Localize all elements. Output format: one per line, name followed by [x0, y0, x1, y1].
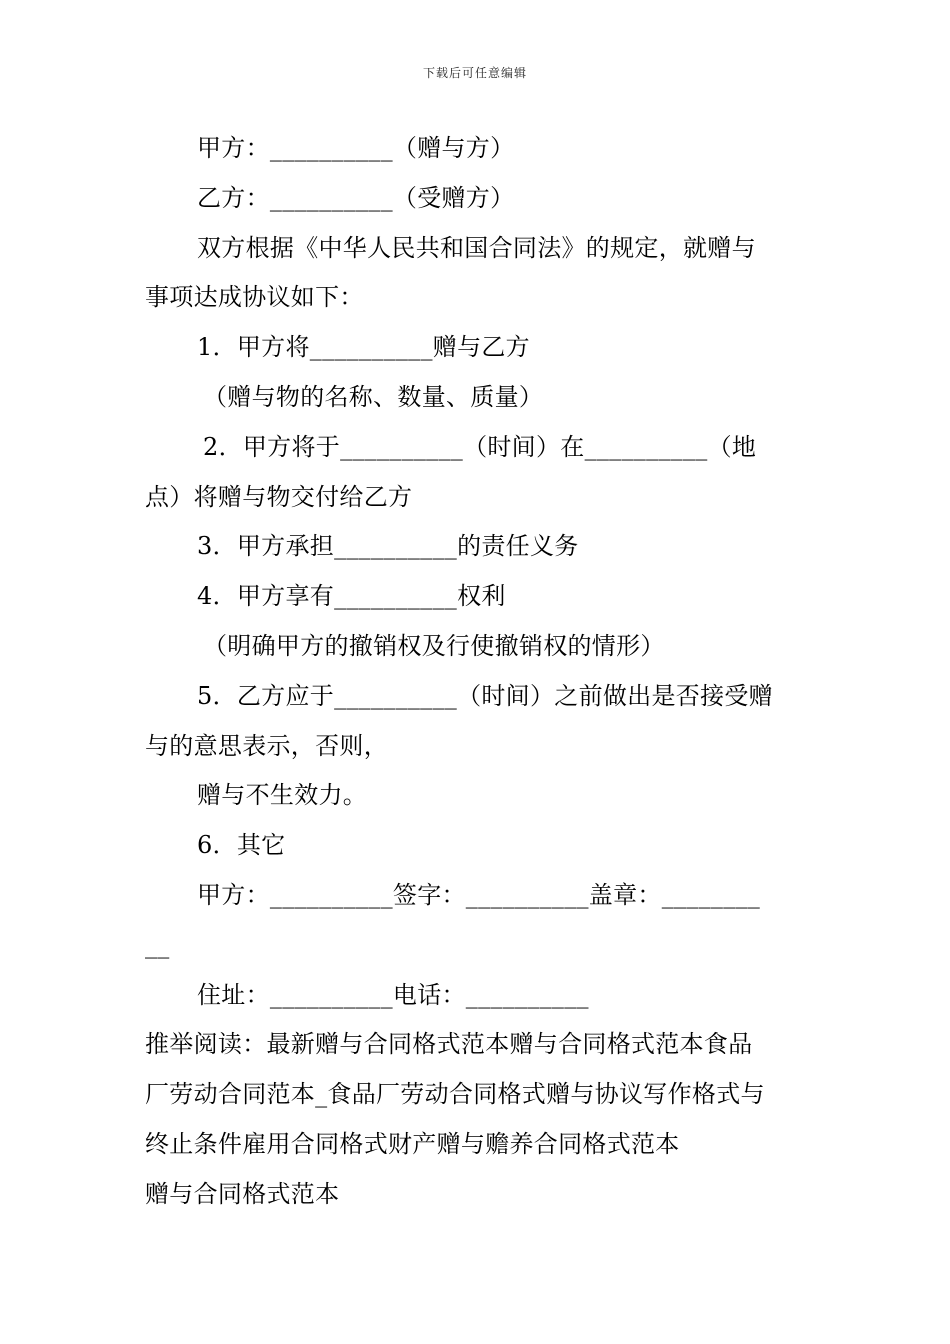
party-b-line: 乙方：__________（受赠方） — [197, 183, 515, 212]
preamble-line-1: 双方根据《中华人民共和国合同法》的规定，就赠与 — [197, 233, 756, 262]
clause-4: 4．甲方享有__________权利 — [197, 582, 506, 611]
party-a-line: 甲方：__________（赠与方） — [197, 134, 515, 162]
recommended-reading-4: 赠与合同格式范本 — [145, 1179, 340, 1208]
clause-1: 1．甲方将__________赠与乙方 — [197, 333, 530, 362]
recommended-reading-2: 厂劳动合同范本_食品厂劳动合同格式赠与协议写作格式与 — [145, 1080, 765, 1109]
clause-5-line-2: 与的意思表示，否则， — [145, 731, 388, 760]
clause-4-note: （明确甲方的撤销权及行使撤销权的情形） — [203, 631, 665, 660]
signature-line-2: __ — [145, 930, 170, 959]
clause-2-line-2: 点）将赠与物交付给乙方 — [145, 482, 413, 511]
preamble-line-2: 事项达成协议如下： — [145, 283, 364, 312]
clause-5-line-3: 赠与不生效力。 — [197, 781, 368, 810]
clause-1-note: （赠与物的名称、数量、质量） — [203, 382, 544, 411]
address-phone-line: 住址：__________电话：__________ — [197, 980, 589, 1009]
clause-3: 3．甲方承担__________的责任义务 — [197, 532, 579, 561]
clause-2-line-1: 2．甲方将于__________（时间）在__________（地 — [203, 432, 757, 461]
contract-body — [145, 124, 810, 1220]
clause-5-line-1: 5．乙方应于__________（时间）之前做出是否接受赠 — [197, 681, 773, 710]
recommended-reading-3: 终止条件雇用合同格式财产赠与赡养合同格式范本 — [145, 1129, 680, 1158]
signature-line-1: 甲方：__________签字：__________盖章：________ — [197, 880, 761, 909]
clause-6: 6．其它 — [197, 831, 286, 860]
recommended-reading-1: 推举阅读：最新赠与合同格式范本赠与合同格式范本食品 — [145, 1030, 753, 1059]
page-header: 下载后可任意编辑 — [422, 66, 527, 80]
